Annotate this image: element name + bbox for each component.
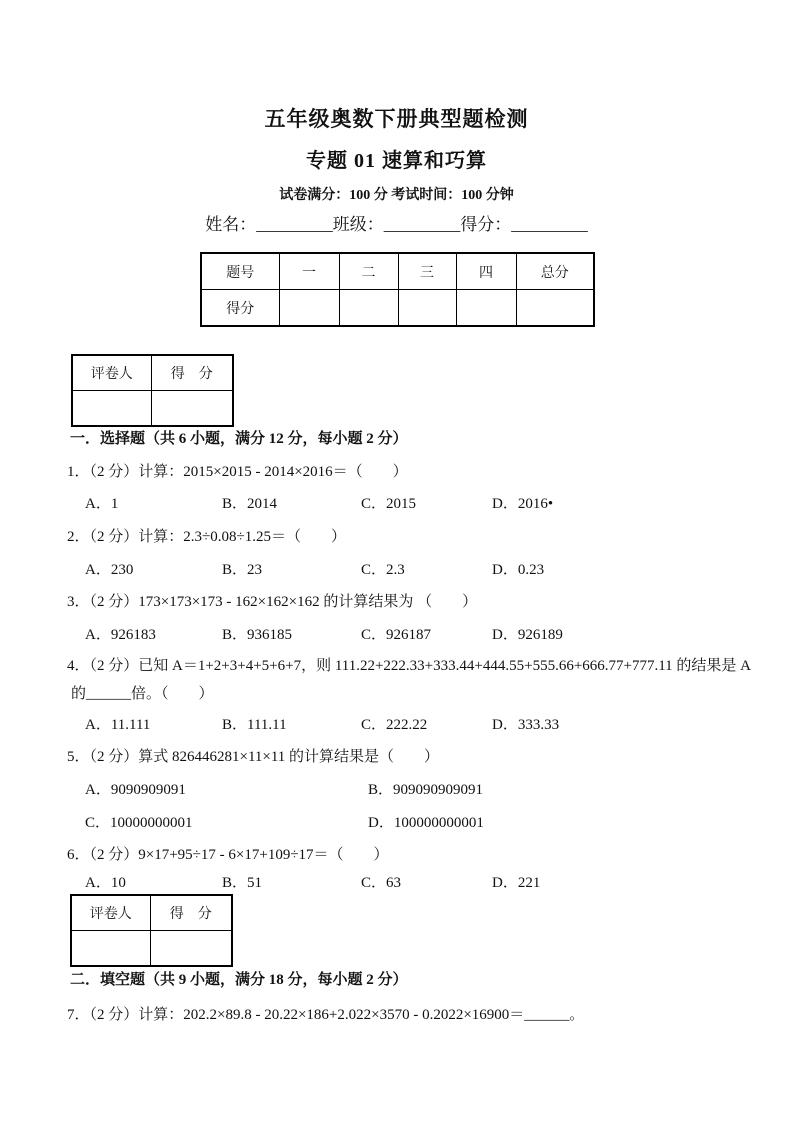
grader-label-cell: 评卷人: [72, 355, 151, 391]
section-two-heading: 二．填空题（共 9 小题，满分 18 分，每小题 2 分）: [70, 972, 408, 988]
grader-score-label-cell: 得 分: [151, 355, 233, 391]
question-3-option-b: B．936185: [222, 627, 293, 643]
question-3-option-d: D．926189: [492, 627, 563, 643]
question-4-option-d: D．333.33: [492, 717, 560, 733]
page-title: 五年级奥数下册典型题检测: [264, 107, 529, 131]
question-5-option-d: D．100000000001: [368, 815, 484, 831]
grader-box-header-row: [72, 355, 233, 391]
score-summary-table: [200, 252, 595, 327]
question-2-option-c: C．2.3: [361, 562, 405, 578]
score-blank-cell: [398, 290, 456, 327]
page-subtitle: 专题 01 速算和巧算: [306, 150, 487, 172]
grader-box-blank-row: [71, 931, 232, 967]
grader-score-label-cell: 得 分: [150, 895, 232, 931]
question-4-stem-line1: 4．（2 分）已知 A＝1+2+3+4+5+6+7，则 111.22+222.33+333.44+444.55+555.66+666.77+777.11 的结果是 A: [67, 658, 752, 674]
question-1-option-c: C．2015: [361, 496, 417, 512]
score-table-col-2: 二: [339, 253, 398, 290]
score-table-col-1: 一: [279, 253, 339, 290]
question-6-option-c: C．63: [361, 875, 402, 891]
question-1-stem: 1．（2 分）计算：2015×2015 - 2014×2016＝（ ）: [67, 464, 408, 480]
question-7-stem: 7．（2 分）计算：202.2×89.8 - 20.22×186+2.022×3570 - 0.2022×16900＝______。: [67, 1007, 585, 1023]
grader-blank-cell: [71, 931, 150, 967]
score-table-col-total: 总分: [516, 253, 594, 290]
question-5-stem: 5．（2 分）算式 826446281×11×11 的计算结果是（ ）: [67, 749, 440, 765]
score-row-label-cell: 得分: [201, 290, 279, 327]
question-5-option-c: C．10000000001: [85, 815, 193, 831]
question-6-option-d: D．221: [492, 875, 541, 891]
question-1-options: [0, 494, 793, 514]
question-1-option-a: A．1: [85, 496, 119, 512]
section-one-heading: 一．选择题（共 6 小题，满分 12 分，每小题 2 分）: [70, 431, 408, 447]
question-4-options: [0, 715, 793, 735]
score-blank-cell: [279, 290, 339, 327]
score-table-header-row: [201, 253, 594, 290]
question-4-stem-line2: 的______倍。（ ）: [71, 686, 214, 702]
question-1-option-b: B．2014: [222, 496, 278, 512]
score-blank-cell: [339, 290, 398, 327]
question-6-options: [0, 873, 793, 893]
score-table-col-3: 三: [398, 253, 456, 290]
grader-blank-cell: [72, 391, 151, 427]
question-2-option-d: D．0.23: [492, 562, 545, 578]
question-3-stem: 3．（2 分）173×173×173 - 162×162×162 的计算结果为 （ ）: [67, 594, 478, 610]
question-5-option-b: B．909090909091: [368, 782, 484, 798]
score-table-col-4: 四: [456, 253, 516, 290]
question-5-option-a: A．9090909091: [85, 782, 186, 798]
grader-box-blank-row: [72, 391, 233, 427]
grader-box-section1: [71, 354, 234, 427]
question-3-option-a: A．926183: [85, 627, 156, 643]
question-2-options: [0, 560, 793, 580]
score-table-label-cell: 题号: [201, 253, 279, 290]
grader-score-blank-cell: [150, 931, 232, 967]
question-3-options: [0, 625, 793, 645]
grader-score-blank-cell: [151, 391, 233, 427]
exam-meta-line: 试卷满分：100 分 考试时间：100 分钟: [279, 188, 514, 203]
score-table-score-row: [201, 290, 594, 327]
question-1-option-d: D．2016•: [492, 496, 554, 512]
grader-label-cell: 评卷人: [71, 895, 150, 931]
question-2-option-a: A．230: [85, 562, 134, 578]
question-6-option-a: A．10: [85, 875, 126, 891]
question-4-option-b: B．111.11: [222, 717, 287, 733]
score-blank-cell: [456, 290, 516, 327]
score-blank-cell: [516, 290, 594, 327]
grader-box-header-row: [71, 895, 232, 931]
question-2-stem: 2．（2 分）计算：2.3÷0.08÷1.25＝（ ）: [67, 529, 346, 545]
grader-box-section2: [70, 894, 233, 967]
question-6-option-b: B．51: [222, 875, 263, 891]
question-5-options-row2: [0, 813, 793, 833]
question-5-options-row1: [0, 780, 793, 800]
question-3-option-c: C．926187: [361, 627, 432, 643]
question-4-option-c: C．222.22: [361, 717, 428, 733]
question-6-stem: 6．（2 分）9×17+95÷17 - 6×17+109÷17＝（ ）: [67, 847, 389, 863]
question-2-option-b: B．23: [222, 562, 263, 578]
name-class-score-line: 姓名：_________班级：_________得分：_________: [205, 215, 588, 234]
question-4-option-a: A．11.111: [85, 717, 151, 733]
